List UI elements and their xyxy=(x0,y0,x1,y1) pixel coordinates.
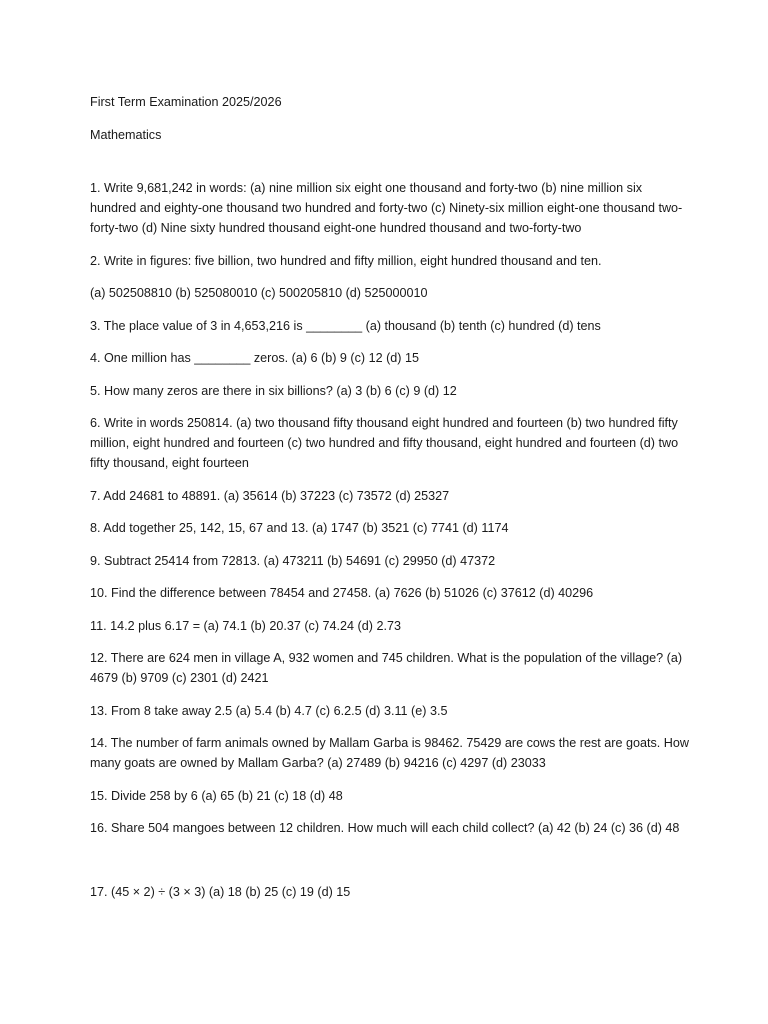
exam-title: First Term Examination 2025/2026 xyxy=(90,95,282,109)
question-15: 15. Divide 258 by 6 (a) 65 (b) 21 (c) 18 (d) 48 xyxy=(90,788,343,803)
question-6: 6. Write in words 250814. (a) two thousand fifty thousand eight hundred and fourteen (b) two hundred fifty million, eight hundred and fourteen (c) two hundred and fifty thousand, eight hundred and fourteen (d) two fifty thousand, eight fourteen xyxy=(90,416,679,470)
question-10: 10. Find the difference between 78454 and 27458. (a) 7626 (b) 51026 (c) 37612 (d) 40296 xyxy=(90,586,594,600)
question-11: 11. 14.2 plus 6.17 = (a) 74.1 (b) 20.37 (c) 74.24 (d) 2.73 xyxy=(90,618,401,633)
question-17: 17. (45 × 2) ÷ (3 × 3) (a) 18 (b) 25 (c) 19 (d) 15 xyxy=(90,885,351,899)
document-body xyxy=(90,92,690,915)
question-7: 7. Add 24681 to 48891. (a) 35614 (b) 37223 (c) 73572 (d) 25327 xyxy=(90,488,450,503)
question-14: 14. The number of farm animals owned by Mallam Garba is 98462. 75429 are cows the rest are goats. How many goats are owned by Mallam Garba? (a) 27489 (b) 94216 (c) 4297 (d) 23033 xyxy=(90,736,689,770)
question-4: 4. One million has ________ zeros. (a) 6 (b) 9 (c) 12 (d) 15 xyxy=(90,351,419,365)
question-5: 5. How many zeros are there in six billions? (a) 3 (b) 6 (c) 9 (d) 12 xyxy=(90,383,457,398)
question-12: 12. There are 624 men in village A, 932 women and 745 children. What is the population of the village? (a) 4679 (b) 9709 (c) 2301 (d) 2421 xyxy=(90,651,683,685)
question-16: 16. Share 504 mangoes between 12 children. How much will each child collect? (a) 42 (b) 24 (c) 36 (d) 48 xyxy=(90,821,680,835)
exam-subject: Mathematics xyxy=(90,128,162,142)
question-2: 2. Write in figures: five billion, two hundred and fifty million, eight hundred thousand and ten. xyxy=(90,253,602,268)
question-13: 13. From 8 take away 2.5 (a) 5.4 (b) 4.7 (c) 6.2.5 (d) 3.11 (e) 3.5 xyxy=(90,703,448,718)
question-8: 8. Add together 25, 142, 15, 67 and 13. (a) 1747 (b) 3521 (c) 7741 (d) 1174 xyxy=(90,521,509,535)
question-3: 3. The place value of 3 in 4,653,216 is ________ (a) thousand (b) tenth (c) hundred (d) tens xyxy=(90,318,601,333)
question-9: 9. Subtract 25414 from 72813. (a) 473211 (b) 54691 (c) 29950 (d) 47372 xyxy=(90,553,496,568)
question-1: 1. Write 9,681,242 in words: (a) nine million six eight one thousand and forty-two (b) nine million six hundred and eighty-one thousand two hundred and forty-two (c) Ninety-six million eight-one thousand two-forty-two (d) Nine sixty hundred thousand eight-one hundred thousand and two-forty-two xyxy=(90,181,683,235)
question-2-options: (a) 502508810 (b) 525080010 (c) 500205810 (d) 525000010 xyxy=(90,286,428,300)
